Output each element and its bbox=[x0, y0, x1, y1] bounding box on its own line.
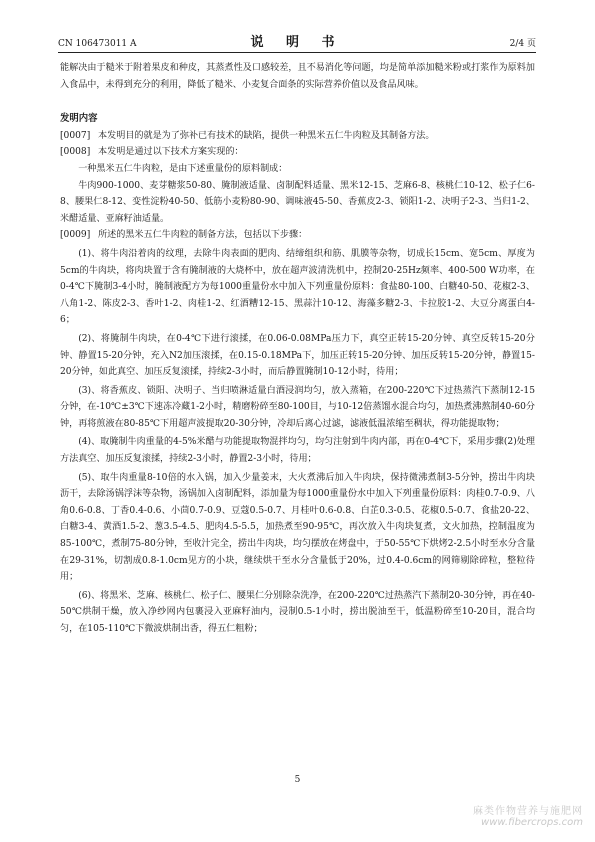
paragraph-0008 bbox=[60, 144, 535, 161]
document-body bbox=[60, 60, 535, 638]
section-heading: 发明内容 bbox=[60, 113, 98, 125]
document-title: 说 明 书 bbox=[250, 35, 344, 50]
step-2: (2)、将腌制牛肉块，在0-4℃下进行滚揉，在0.06-0.08MPa压力下，真空正转15-20分钟、真空反转15-20分钟、静置15-20分钟，充入N2加压滚揉，在0.15-0.18MPa下，加压正转15-20分钟、加压反转15-20分钟，静置15-20分钟，如此真空、加压反复滚揉，持续2-3小时，而后静置腌制10-12小时，待用； bbox=[60, 333, 535, 378]
patent-number: CN 106473011 A bbox=[58, 39, 137, 49]
paragraph-0009 bbox=[60, 227, 535, 244]
paragraph-number: [0008] bbox=[60, 147, 91, 158]
paragraph-text: 本发明是通过以下技术方案实现的： bbox=[98, 147, 244, 158]
page-header bbox=[58, 30, 536, 53]
paragraph-0007 bbox=[60, 128, 535, 145]
watermark-url: www.fibercrops.com bbox=[481, 817, 583, 828]
intro-paragraph: 能解决由于糙米于附着果皮和种皮，其蒸煮性及口感较差，且不易消化等问题，均是简单添加糙米粉或打浆作为原料加入食品中，未得到充分的利用，降低了糙米、小麦复合面条的实际营养价值以及食品风味。 bbox=[60, 63, 535, 90]
paragraph-number: [0009] bbox=[60, 230, 91, 241]
step-3: (3)、将香蕉皮、锁阳、决明子、当归喷淋适量白酒浸润均匀，放入蒸箱，在200-220℃下过热蒸汽下蒸制12-15分钟，在-10℃±3℃下速冻冷藏1-2小时，精磨粉碎至80-100目，与10-12倍蒸馏水混合均匀，加热煮沸熬制40-60分钟，再将煎液在80-85℃下用超声波提取20-30分钟，冷却后离心过滤，滤液低温浓缩至稠状，得功能提取物； bbox=[60, 385, 535, 429]
page-number: 5 bbox=[294, 775, 301, 785]
composition-intro: 一种黑米五仁牛肉粒，是由下述重量份的原料制成： bbox=[78, 163, 288, 174]
paragraph-number: [0007] bbox=[60, 130, 91, 141]
page-indicator: 2/4 页 bbox=[509, 39, 536, 49]
step-4: (4)、取腌制牛肉重量的4-5%米醋与功能提取物混拌均匀，均匀注射到牛肉内部，再在0-4℃下，采用步骤(2)处理方法真空、加压反复滚揉，持续2-3小时，静置2-3小时，待用； bbox=[60, 437, 535, 465]
step-1: (1)、将牛肉沿着肉的纹理，去除牛肉表面的肥肉、结缔组织和筋、肌膜等杂物，切成长15cm、宽5cm、厚度为5cm的牛肉块，将肉块置于含有腌制液的大烧杯中，放在超声波清洗机中，控制20-25Hz频率、400-500 W功率，在0-4℃下腌制3-4小时，腌制液配方为每1000重量份水中加入下列重量份原料：食盐80-100、白糖40-50、花椒2-3、八角1-2、陈皮2-3、香叶1-2、肉桂1-2、红酒糟12-15、黑蒜汁10-12、海藻多糖2-3、卡拉胶1-2、大豆分离蛋白4-6； bbox=[60, 248, 535, 326]
watermark-site-name: 麻类作物营养与施肥网 bbox=[473, 806, 583, 817]
step-5: (5)、取牛肉重量8-10倍的水入锅，加入少量姜末，大火煮沸后加入牛肉块，保持微沸煮制3-5分钟，捞出牛肉块沥干，去除汤锅浮沫等杂物，汤锅加入卤制配料，添加量为每1000重量份水中加入下列重量份原料：肉桂0.7-0.9、八角0.6-0.8、丁香0.4-0.6、小茴0.7-0.9、豆蔻0.5-0.7、月桂叶0.6-0.8、白芷0.3-0.5、花椒0.5-0.7、食盐20-22、白糖3-4、黄酒1.5-2、葱3.5-4.5、肥肉4.5-5.5，加热煮至90-95℃，再次放入牛肉块复煮，文火加热，控制温度为85-100℃，煮制75-80分钟，至收汁完全，捞出牛肉块，均匀摆放在烤盘中，于50-55℃下烘烤2-2.5小时至水分含量在29-31%，切割成0.8-1.0cm见方的小块，继续烘干至水分含量低于20%，过0.4-0.6cm的网筛剔除碎粒，整粒待用； bbox=[60, 472, 535, 583]
watermark bbox=[473, 802, 583, 828]
paragraph-text: 所述的黑米五仁牛肉粒的制备方法，包括以下步骤： bbox=[98, 230, 308, 241]
step-6: (6)、将黑米、芝麻、核桃仁、松子仁、腰果仁分别除杂洗净，在200-220℃过热蒸汽下蒸制20-30分钟，再在40-50℃烘制干燥，放入净纱网内包裹浸入亚麻籽油内，浸制0.5-1小时，捞出脱油至干，低温粉碎至10-20目，混合均匀，在105-110℃下微波烘制出香，得五仁粗粉； bbox=[60, 590, 535, 634]
composition-list: 牛肉900-1000、麦芽糖浆50-80、腌制液适量、卤制配料适量、黑米12-15、芝麻6-8、核桃仁10-12、松子仁6-8、腰果仁8-12、变性淀粉40-50、低筋小麦粉80-90、调味液45-50、香蕉皮2-3、锁阳1-2、决明子2-3、当归1-2、米醋适量、亚麻籽油适量。 bbox=[60, 180, 535, 224]
paragraph-text: 本发明目的就是为了弥补已有技术的缺陷，提供一种黑米五仁牛肉粒及其制备方法。 bbox=[98, 130, 435, 141]
